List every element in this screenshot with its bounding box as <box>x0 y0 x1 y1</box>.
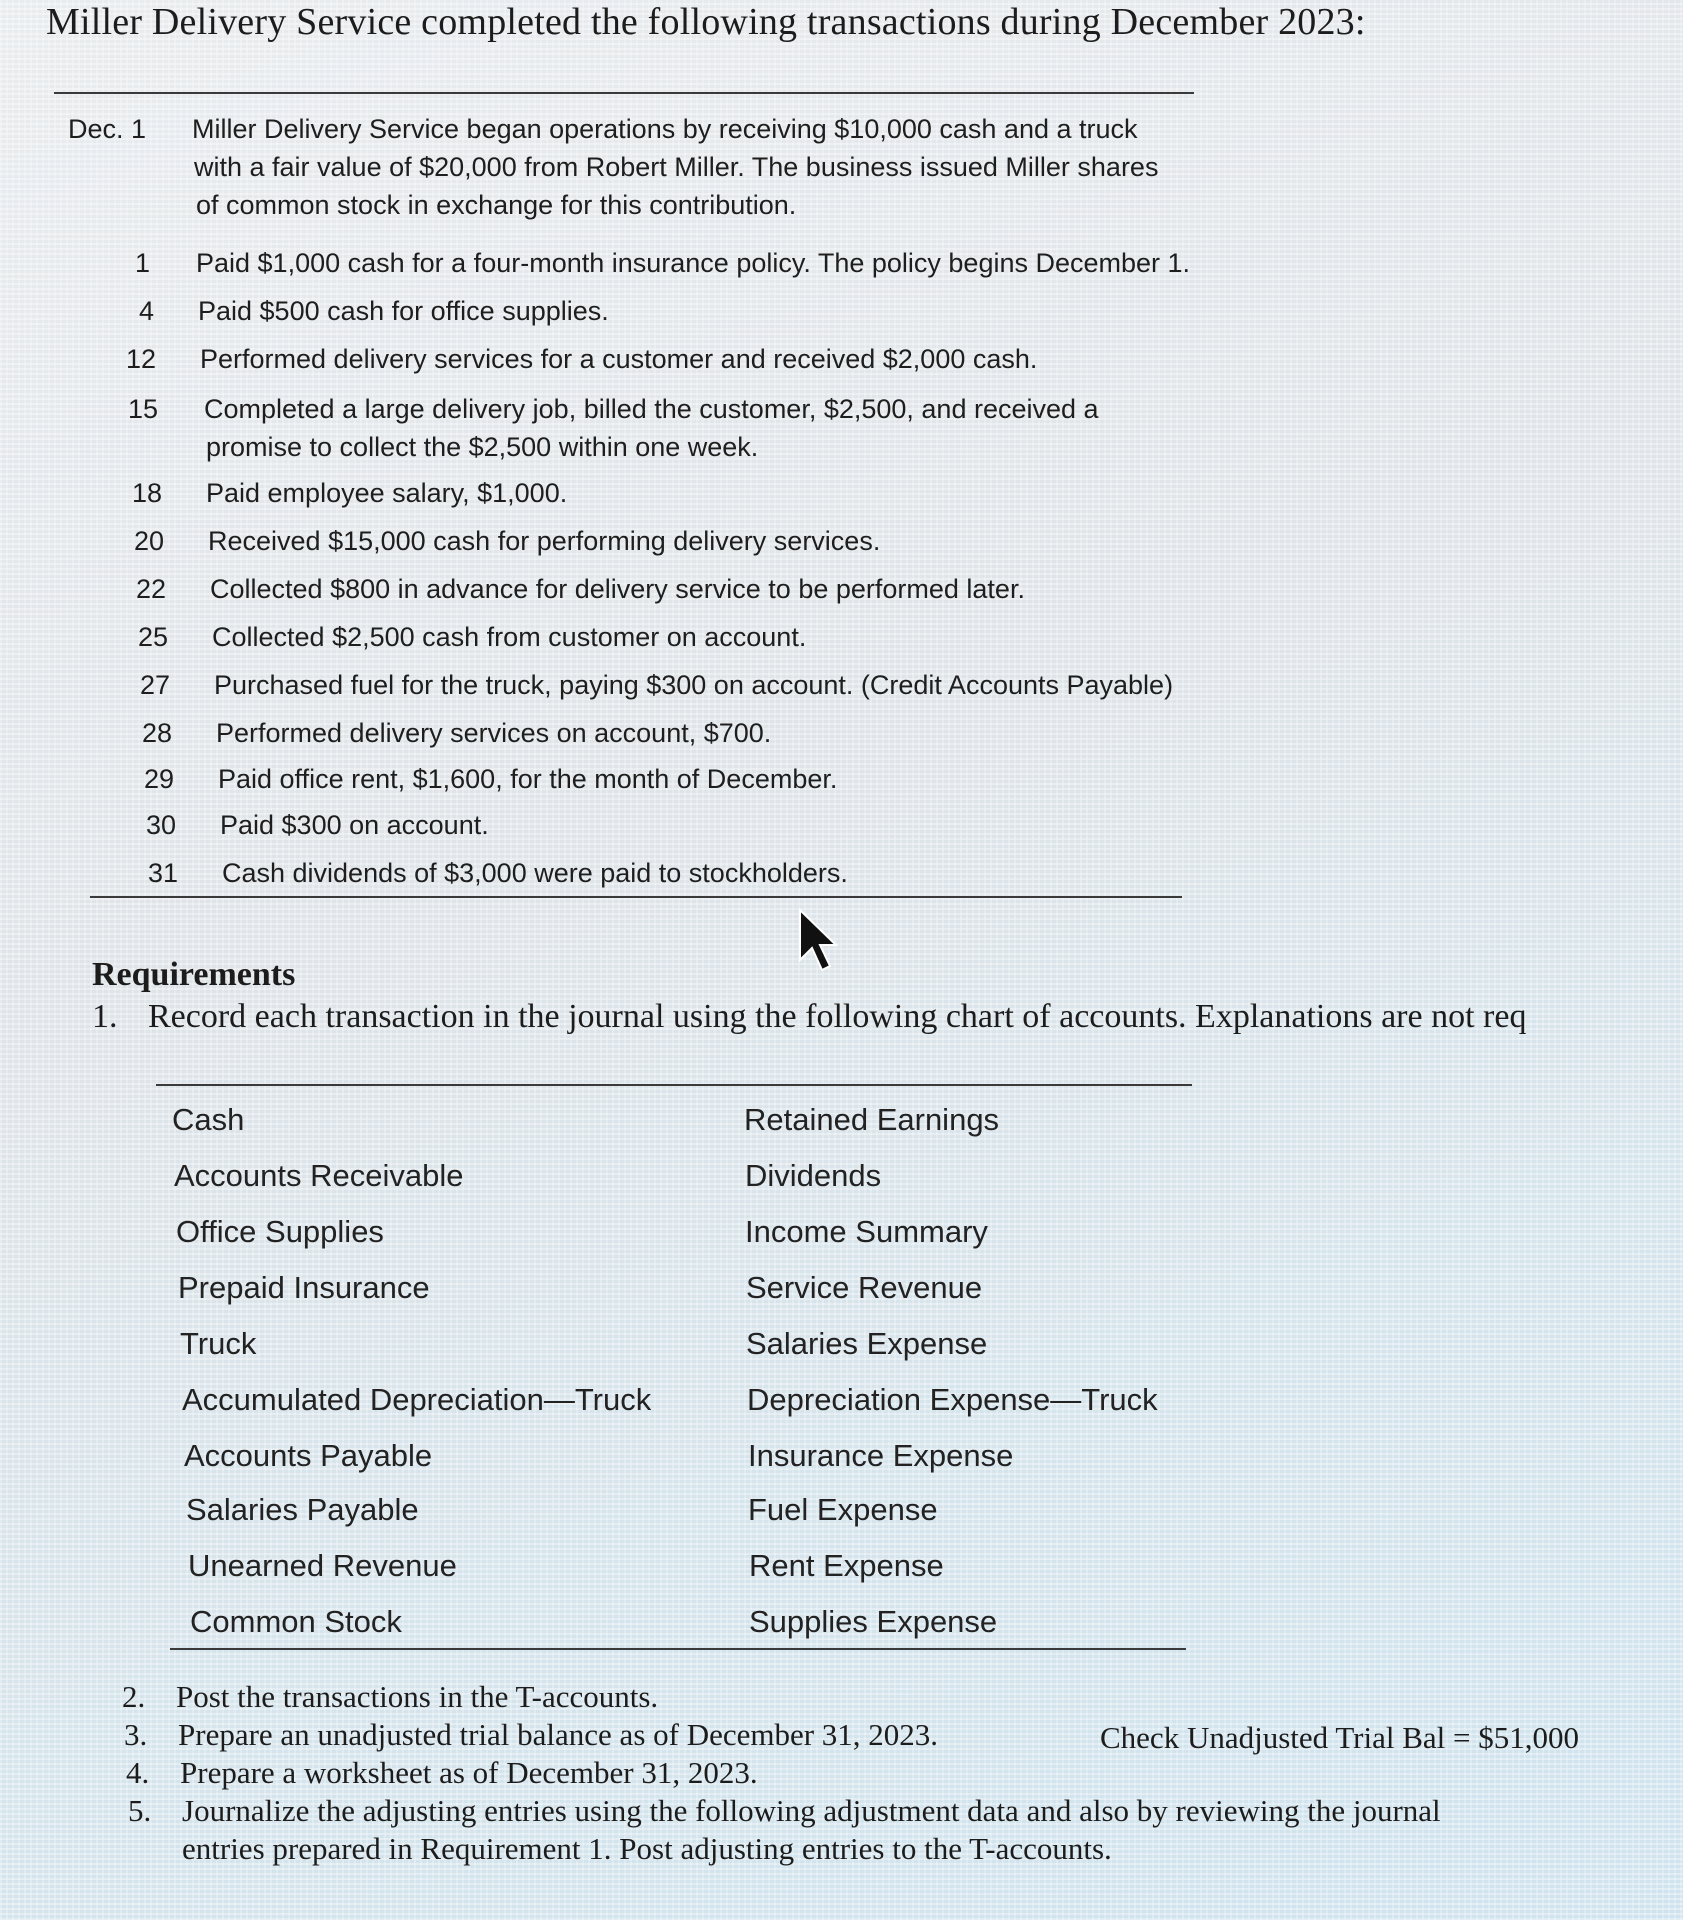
account-name: Dividends <box>745 1158 882 1193</box>
requirement-1 <box>92 998 1526 1036</box>
transaction-description: Paid $300 on account. <box>220 810 489 840</box>
transaction-description: Cash dividends of $3,000 were paid to stockholders. <box>222 858 848 888</box>
transaction-date: 28 <box>141 718 172 748</box>
transaction-date: 27 <box>139 670 170 700</box>
transaction-description: with a fair value of $20,000 from Robert Miller. The business issued Miller shares <box>194 152 1159 182</box>
account-name: Cash <box>172 1102 245 1137</box>
account-name: Unearned Revenue <box>188 1548 457 1583</box>
transaction-date: 31 <box>147 858 178 888</box>
top-divider <box>54 92 1194 94</box>
transaction-description: Collected $800 in advance for delivery service to be performed later. <box>210 574 1025 604</box>
transaction-date: 30 <box>145 810 176 840</box>
transaction-description: Purchased fuel for the truck, paying $300 on account. (Credit Accounts Payable) <box>214 670 1174 700</box>
transaction-date: 22 <box>135 574 166 604</box>
transaction-description: Collected $2,500 cash from customer on account. <box>212 622 807 652</box>
transaction-description: Received $15,000 cash for performing delivery services. <box>208 526 881 556</box>
transaction-description: Paid $1,000 cash for a four-month insurance policy. The policy begins December 1. <box>196 248 1191 278</box>
account-name: Retained Earnings <box>744 1102 1000 1137</box>
transaction-description: Performed delivery services on account, $700. <box>216 718 772 748</box>
requirement-text: Post the transactions in the T-accounts. <box>176 1679 659 1714</box>
requirements-heading: Requirements <box>92 956 296 993</box>
transaction-date: 1 <box>134 248 150 278</box>
account-name: Prepaid Insurance <box>178 1270 430 1305</box>
requirement-number: 2. <box>122 1679 146 1714</box>
transaction-description: Paid $500 cash for office supplies. <box>198 296 609 326</box>
account-name: Rent Expense <box>749 1548 944 1583</box>
requirement-number: 3. <box>124 1717 148 1752</box>
transaction-date: 15 <box>127 394 158 424</box>
transaction-date: 12 <box>125 344 156 374</box>
requirement-number: 5. <box>128 1793 152 1828</box>
page-title: Miller Delivery Service completed the following transactions during December 2023: <box>46 1 1366 43</box>
requirement-text: Journalize the adjusting entries using the following adjustment data and also by reviewing the journal <box>182 1793 1441 1828</box>
transaction-date: 25 <box>137 622 168 652</box>
transaction-description: Paid employee salary, $1,000. <box>206 478 568 508</box>
accounts-bottom-divider <box>170 1648 1186 1650</box>
account-name: Depreciation Expense—Truck <box>747 1382 1158 1417</box>
requirement-text: Record each transaction in the journal using the following chart of accounts. Explanations are not req <box>148 998 1527 1035</box>
transaction-description: Paid office rent, $1,600, for the month of December. <box>218 764 838 794</box>
transaction-date: 18 <box>131 478 162 508</box>
account-name: Fuel Expense <box>748 1492 938 1527</box>
transaction-description: promise to collect the $2,500 within one week. <box>206 432 759 462</box>
requirement-text: entries prepared in Requirement 1. Post adjusting entries to the T-accounts. <box>182 1831 1112 1866</box>
transaction-date: 29 <box>143 764 174 794</box>
transaction-description: Completed a large delivery job, billed the customer, $2,500, and received a <box>204 394 1099 424</box>
account-name: Office Supplies <box>176 1214 384 1249</box>
mouse-pointer-icon <box>796 908 846 978</box>
requirement-number: 1. <box>92 998 118 1035</box>
account-name: Common Stock <box>190 1604 402 1639</box>
account-name: Salaries Payable <box>186 1492 419 1527</box>
requirement-text: Prepare an unadjusted trial balance as of December 31, 2023. <box>178 1717 939 1752</box>
transactions-bottom-divider <box>90 896 1182 898</box>
transaction-description: Miller Delivery Service began operations by receiving $10,000 cash and a truck <box>192 114 1138 144</box>
account-name: Accounts Payable <box>184 1438 433 1473</box>
transaction-date: 20 <box>133 526 164 556</box>
requirement-number: 4. <box>126 1755 150 1790</box>
transaction-date: 4 <box>138 296 154 326</box>
transaction-description: of common stock in exchange for this contribution. <box>196 190 797 220</box>
account-name: Insurance Expense <box>748 1438 1014 1473</box>
account-name: Income Summary <box>745 1214 988 1249</box>
account-name: Accounts Receivable <box>174 1158 464 1193</box>
check-note: Check Unadjusted Trial Bal = $51,000 <box>1100 1720 1580 1755</box>
account-name: Accumulated Depreciation—Truck <box>182 1382 652 1417</box>
transaction-date: Dec. 1 <box>67 114 146 144</box>
account-name: Salaries Expense <box>746 1326 988 1361</box>
requirement-text: Prepare a worksheet as of December 31, 2023. <box>180 1755 758 1790</box>
account-name: Truck <box>180 1326 257 1361</box>
account-name: Supplies Expense <box>749 1604 998 1639</box>
accounts-top-divider <box>156 1084 1192 1086</box>
transaction-description: Performed delivery services for a customer and received $2,000 cash. <box>200 344 1038 374</box>
account-name: Service Revenue <box>746 1270 983 1305</box>
